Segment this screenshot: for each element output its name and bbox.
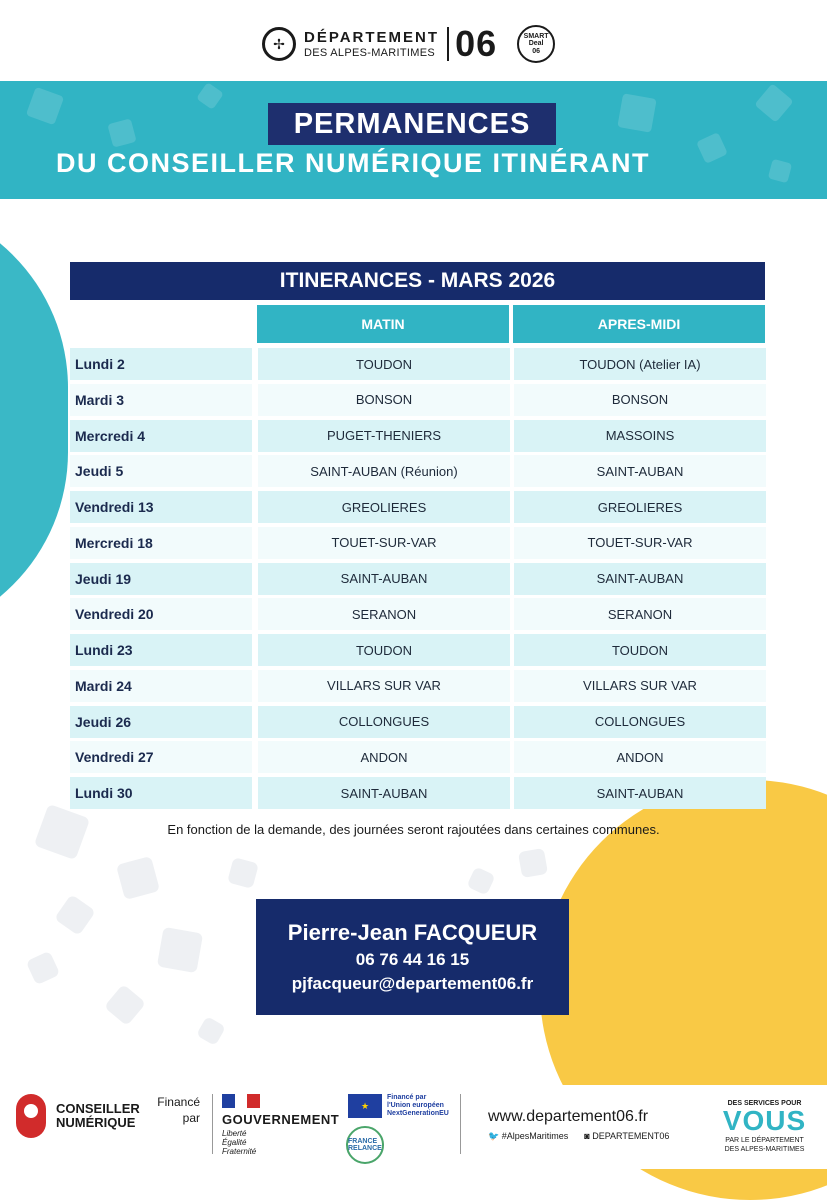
table-row (70, 598, 767, 630)
row-apres-midi: TOUDON (Atelier IA) (514, 348, 766, 380)
gov-motto-3: Fraternité (222, 1146, 257, 1156)
row-matin: ANDON (258, 741, 510, 773)
twitter-icon: 🐦 (488, 1131, 500, 1141)
eu-funding-logo (348, 1094, 458, 1118)
row-matin: SERANON (258, 598, 510, 630)
page-title: PERMANENCES (268, 103, 556, 145)
column-header-matin: MATIN (257, 305, 509, 343)
page-subtitle: DU CONSEILLER NUMÉRIQUE ITINÉRANT (56, 148, 651, 178)
row-apres-midi: VILLARS SUR VAR (514, 670, 766, 702)
dept-name-line1: DÉPARTEMENT (304, 28, 440, 46)
row-day: Mercredi 18 (70, 527, 252, 559)
row-matin: BONSON (258, 384, 510, 416)
contact-phone: 06 76 44 16 15 (355, 950, 470, 969)
row-matin: SAINT-AUBAN (258, 563, 510, 595)
row-day: Vendredi 27 (70, 741, 252, 773)
table-row (70, 563, 767, 595)
row-matin: TOUET-SUR-VAR (258, 527, 510, 559)
row-day: Jeudi 19 (70, 563, 252, 595)
row-apres-midi: SAINT-AUBAN (514, 777, 766, 809)
row-day: Vendredi 20 (70, 598, 252, 630)
gov-motto-2: Égalité (222, 1137, 247, 1147)
table-row (70, 491, 767, 523)
finance-line2: par (182, 1111, 200, 1126)
finance-line1: Financé (157, 1095, 200, 1109)
vous-bottom-2: DES ALPES-MARITIMES (724, 1146, 805, 1153)
row-apres-midi: COLLONGUES (514, 706, 766, 738)
row-apres-midi: SERANON (514, 598, 766, 630)
row-matin: VILLARS SUR VAR (258, 670, 510, 702)
smart-deal-line2: Deal (528, 40, 544, 48)
website-block (488, 1108, 698, 1142)
row-matin: TOUDON (258, 634, 510, 666)
facebook-text: DEPARTEMENT06 (592, 1131, 670, 1141)
row-day: Jeudi 26 (70, 706, 252, 738)
row-day: Lundi 2 (70, 348, 252, 380)
twitter-handle[interactable] (488, 1131, 568, 1142)
row-matin: TOUDON (258, 348, 510, 380)
finance-label (154, 1094, 200, 1126)
row-apres-midi: TOUDON (514, 634, 766, 666)
table-row (70, 634, 767, 666)
smart-deal-line1: SMART (523, 32, 549, 40)
cn-line1: CONSEILLER (56, 1100, 140, 1116)
row-apres-midi: GREOLIERES (514, 491, 766, 523)
gov-name: GOUVERNEMENT (222, 1112, 340, 1127)
row-day: Lundi 23 (70, 634, 252, 666)
smart-deal-logo (517, 25, 555, 63)
eu-text-2: l'Union européen (387, 1102, 444, 1110)
contact-name: Pierre-Jean FACQUEUR (287, 920, 538, 945)
vous-top: DES SERVICES POUR (727, 1100, 802, 1107)
table-row (70, 455, 767, 487)
decorative-teal-shape (0, 200, 68, 640)
row-apres-midi: TOUET-SUR-VAR (514, 527, 766, 559)
conseiller-numerique-logo (16, 1094, 140, 1138)
twitter-text: #AlpesMaritimes (501, 1131, 569, 1141)
department-seal-icon: ✢ (262, 27, 296, 61)
row-apres-midi: SAINT-AUBAN (514, 455, 766, 487)
row-apres-midi: BONSON (514, 384, 766, 416)
logo-divider (447, 27, 449, 61)
eu-text-1: Financé par (387, 1094, 427, 1101)
table-row (70, 384, 767, 416)
vous-main: VOUS (722, 1105, 807, 1136)
row-day: Lundi 30 (70, 777, 252, 809)
schedule-note: En fonction de la demande, des journées seront rajoutées dans certaines communes. (167, 822, 660, 837)
row-matin: SAINT-AUBAN (Réunion) (258, 455, 510, 487)
cn-line2: NUMÉRIQUE (56, 1115, 136, 1130)
department-logo (262, 22, 574, 66)
row-apres-midi: SAINT-AUBAN (514, 563, 766, 595)
row-day: Mardi 3 (70, 384, 252, 416)
instagram-facebook-icon: ◙ (584, 1131, 590, 1141)
row-day: Vendredi 13 (70, 491, 252, 523)
gouvernement-logo (222, 1094, 347, 1156)
column-header-apres-midi: APRES-MIDI (513, 305, 765, 343)
table-row (70, 706, 767, 738)
social-handle[interactable] (584, 1131, 669, 1142)
table-row (70, 420, 767, 452)
contact-email: pjfacqueur@departement06.fr (291, 974, 534, 993)
row-matin: GREOLIERES (258, 491, 510, 523)
row-matin: COLLONGUES (258, 706, 510, 738)
eu-text-3: NextGenerationEU (387, 1110, 449, 1118)
table-row (70, 670, 767, 702)
contact-box (256, 899, 569, 1015)
table-row (70, 348, 767, 380)
table-row (70, 777, 767, 809)
footer-divider (212, 1094, 213, 1154)
dept-name-line2: DES ALPES-MARITIMES (304, 46, 436, 59)
services-pour-vous-logo (712, 1100, 817, 1153)
row-matin: SAINT-AUBAN (258, 777, 510, 809)
dept-number: 06 (455, 23, 498, 64)
website-url[interactable]: www.departement06.fr (488, 1108, 649, 1125)
table-row (70, 741, 767, 773)
footer-divider-2 (460, 1094, 461, 1154)
smart-deal-line3: 06 (532, 47, 540, 55)
eu-flag-icon: ★ (348, 1094, 382, 1118)
row-apres-midi: MASSOINS (514, 420, 766, 452)
row-day: Mercredi 4 (70, 420, 252, 452)
gov-motto-1: Liberté (222, 1129, 247, 1138)
vous-bottom-1: PAR LE DÉPARTEMENT (725, 1137, 804, 1144)
row-day: Mardi 24 (70, 670, 252, 702)
schedule-heading: ITINERANCES - MARS 2026 (70, 262, 765, 300)
table-row (70, 527, 767, 559)
france-relance-logo: FRANCE RELANCE (346, 1126, 384, 1164)
row-matin: PUGET-THENIERS (258, 420, 510, 452)
row-day: Jeudi 5 (70, 455, 252, 487)
row-apres-midi: ANDON (514, 741, 766, 773)
location-pin-icon (16, 1094, 46, 1138)
french-flag-icon (222, 1094, 260, 1108)
